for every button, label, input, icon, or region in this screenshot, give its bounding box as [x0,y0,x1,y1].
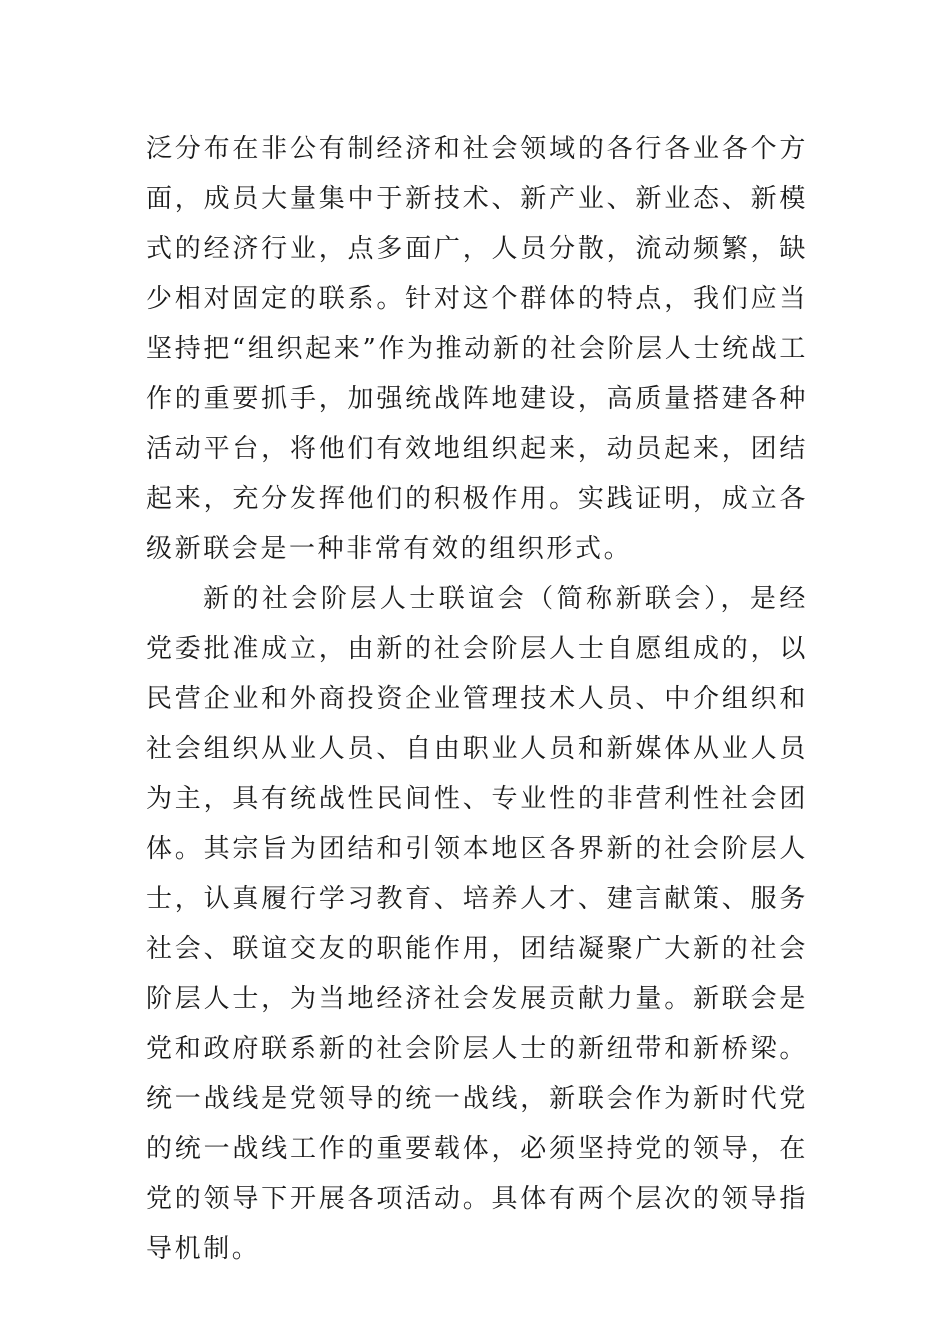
paragraph-2: 新的社会阶层人士联谊会（简称新联会），是经党委批准成立，由新的社会阶层人士自愿组成的，以民营企业和外商投资企业管理技术人员、中介组织和社会组织从业人员、自由职业人员和新媒体从业人员为主，具有统战性民间性、专业性的非营利性社会团体。其宗旨为团结和引领本地区各界新的社会阶层人士，认真履行学习教育、培养人才、建言献策、服务社会、联谊交友的职能作用，团结凝聚广大新的社会阶层人士，为当地经济社会发展贡献力量。新联会是党和政府联系新的社会阶层人士的新纽带和新桥梁。统一战线是党领导的统一战线，新联会作为新时代党的统一战线工作的重要载体，必须坚持党的领导，在党的领导下开展各项活动。具体有两个层次的领导指导机制。 [146,584,808,1264]
paragraph-1: 泛分布在非公有制经济和社会领域的各行各业各个方面，成员大量集中于新技术、新产业、新业态、新模式的经济行业，点多面广，人员分散，流动频繁，缺少相对固定的联系。针对这个群体的特点，我们应当坚持把“组织起来”作为推动新的社会阶层人士统战工作的重要抓手，加强统战阵地建设，高质量搭建各种活动平台，将他们有效地组织起来，动员起来，团结起来，充分发挥他们的积极作用。实践证明，成立各级新联会是一种非常有效的组织形式。 [146,134,808,564]
document-body [146,124,808,1274]
